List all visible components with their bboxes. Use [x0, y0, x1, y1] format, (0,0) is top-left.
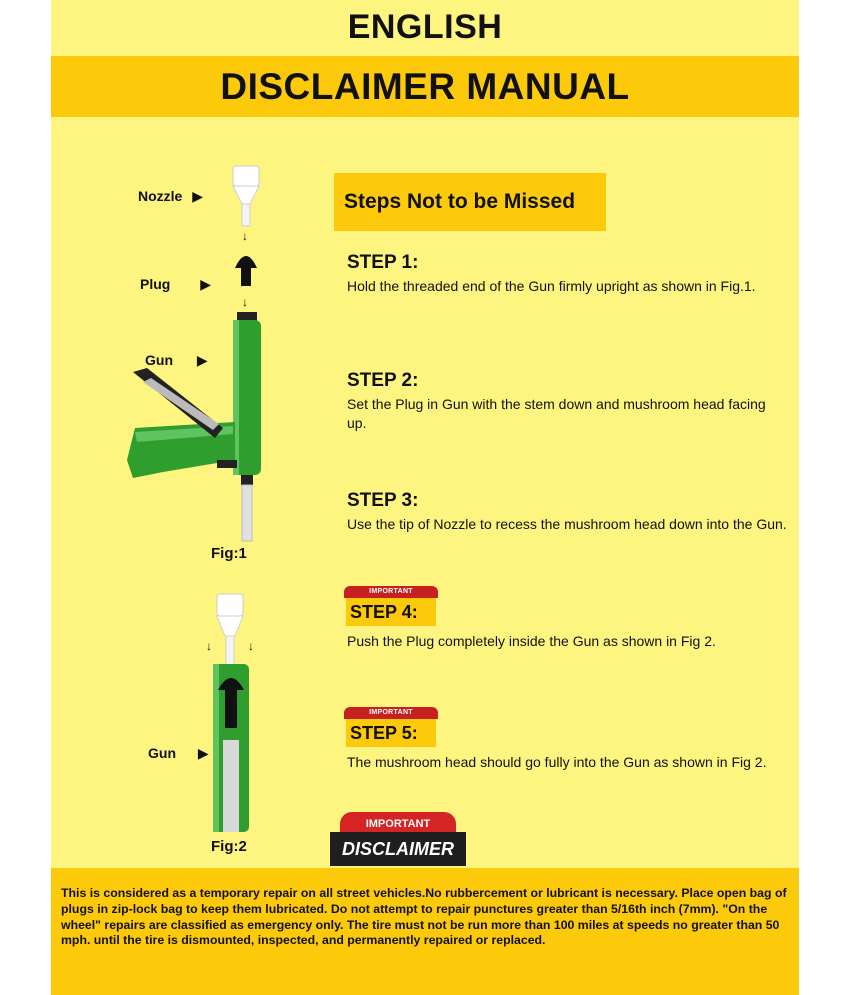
important-ribbon: IMPORTANT	[344, 707, 438, 719]
page-title: DISCLAIMER MANUAL	[220, 65, 630, 107]
gun-icon	[213, 664, 249, 832]
step-5-title: STEP 5:	[346, 719, 436, 747]
step-4-text: Push the Plug completely inside the Gun as shown in Fig 2.	[347, 633, 716, 649]
step-2-text: Set the Plug in Gun with the stem down and mushroom head facing up.	[347, 396, 766, 431]
step-3-title: STEP 3:	[347, 490, 419, 511]
svg-text:↓: ↓	[242, 229, 248, 243]
plug-icon	[235, 256, 257, 286]
fig1-caption: Fig:1	[211, 545, 247, 562]
step-1-title: STEP 1:	[347, 252, 419, 273]
fig2-gun-illustration	[201, 590, 261, 840]
disclaimer-badge	[330, 812, 466, 868]
steps-header-text: Steps Not to be Missed	[344, 190, 576, 213]
disclaimer-footer	[51, 868, 799, 995]
plug-label-text: Plug	[140, 276, 171, 292]
gun-label-text: Gun	[145, 352, 173, 368]
gun-label-text: Gun	[148, 745, 176, 761]
gun-icon	[127, 312, 261, 541]
svg-text:↓: ↓	[206, 639, 212, 653]
nozzle-label-text: Nozzle	[138, 188, 183, 204]
disclaimer-badge-top: IMPORTANT	[340, 812, 456, 834]
step-5-badge	[344, 707, 438, 749]
nozzle-icon	[233, 166, 259, 226]
disclaimer-badge-bottom: DISCLAIMER	[330, 832, 466, 866]
manual-page	[51, 0, 799, 995]
disclaimer-text: This is considered as a temporary repair on all street vehicles.No rubbercement or lubricant is necessary. Place open bag of plugs in zip-lock bag to keep them lubricated. Do not attempt to repair punctures greater than 5/16th inch (7mm). "On the wheel" repairs are classified as emergency only. The tire must not be run more than 100 miles at speeds no greater than 50 mph. until the tire is dismounted, inspected, and permanently repaired or replaced.	[61, 886, 787, 948]
step-3-text: Use the tip of Nozzle to recess the mushroom head down into the Gun.	[347, 516, 787, 532]
step-1-text: Hold the threaded end of the Gun firmly upright as shown in Fig.1.	[347, 278, 756, 294]
step-4-badge	[344, 586, 438, 628]
svg-text:↓: ↓	[248, 639, 254, 653]
arrow-right-icon: ▶	[200, 276, 212, 292]
fig1-gun-illustration	[123, 160, 283, 550]
step-4-title: STEP 4:	[346, 598, 436, 626]
important-ribbon: IMPORTANT	[344, 586, 438, 598]
steps-header	[334, 173, 606, 231]
step-2-title: STEP 2:	[347, 370, 419, 391]
language-heading: ENGLISH	[347, 8, 503, 46]
nozzle-icon	[217, 594, 243, 666]
step-5-text: The mushroom head should go fully into the Gun as shown in Fig 2.	[347, 754, 767, 770]
arrow-right-icon: ▶	[196, 352, 208, 368]
arrow-right-icon: ▶	[192, 188, 204, 204]
arrow-right-icon: ▶	[197, 745, 209, 761]
fig2-caption: Fig:2	[211, 838, 247, 855]
title-banner	[51, 56, 799, 117]
fig2-label-gun	[148, 745, 209, 762]
svg-text:↓: ↓	[242, 295, 248, 309]
